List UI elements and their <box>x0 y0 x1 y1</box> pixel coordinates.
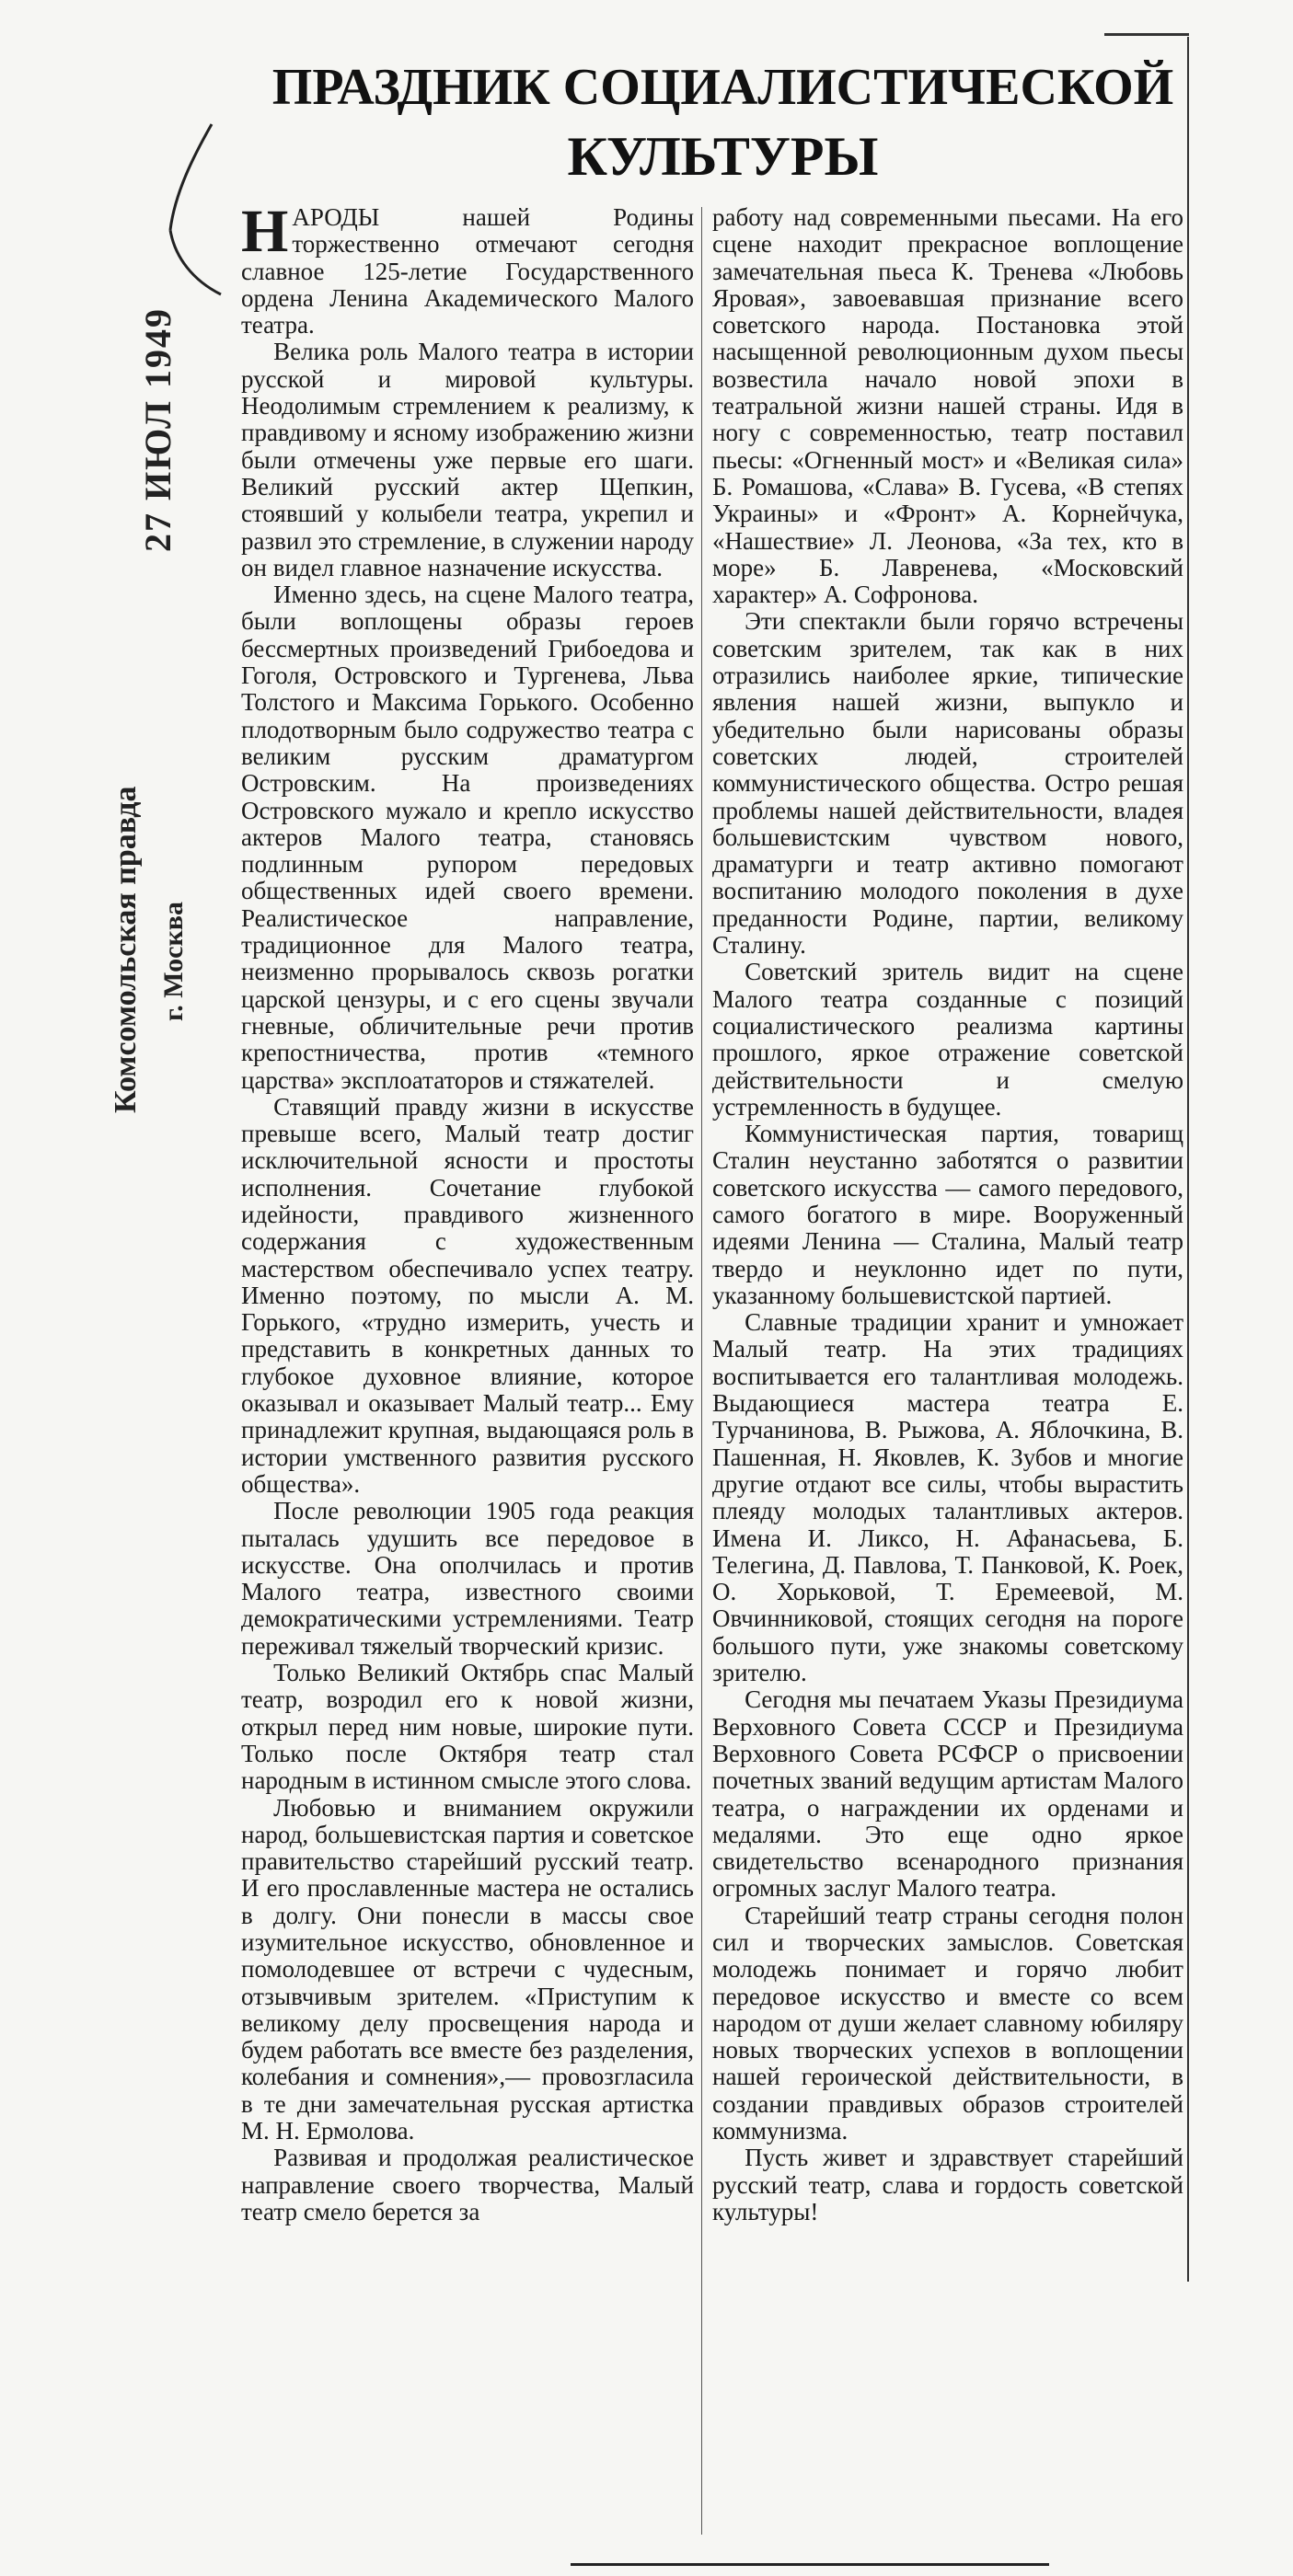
article-right-column <box>712 204 1183 2225</box>
article-paragraph: работу над современными пьесами. На его сцене находит прекрасное воплощение замечательная пьеса К. Тренева «Любовь Яровая», завоевавшая признание всего советского народа. Постановка этой насыщенной революционным духом пьесы возвестила начало новой эпохи в театральной жизни нашей страны. Идя в ногу с современностью, театр поставил пьесы: «Огненный мост» и «Великая сила» Б. Ромашова, «Слава» В. Гусева, «В степях Украины» и «Фронт» А. Корнейчука, «Нашествие» Л. Леонова, «За тех, кто в море» Б. Лавренева, «Московский характер» А. Софронова. <box>712 203 1183 609</box>
article-paragraph: Старейший театр страны сегодня полон сил и творческих замыслов. Советская молодежь понимает и горячо любит передовое искусство и вместе со всем народом от души желает славному юбиляру новых творческих успехов в воплощении нашей героической действительности, в создании правдивых образов строителей коммунизма. <box>712 1901 1183 2145</box>
article-paragraph: Ставящий правду жизни в искусстве превыше всего, Малый театр достиг исключительной ясности и простоты исполнения. Сочетание глубокой идейности, правдивого жизненного содержания с художественным мастерством обеспечивало успех театру. Именно поэтому, по мысли А. М. Горького, «трудно измерить, учесть и представить в конкретных данных то глубокое духовное влияние, которое оказывал и оказывает Малый театр... Ему принадлежит крупная, выдающаяся роль в истории умственного развития русского общества». <box>241 1092 694 1498</box>
headline-line-1: ПРАЗДНИК СОЦИАЛИСТИЧЕСКОЙ <box>271 59 1174 116</box>
paragraph-text: АРОДЫ нашей Родины торжественно отмечают сегодня славное 125-летие Государственного ордена Ленина Академического Малого театра. <box>241 203 694 339</box>
article-paragraph: Любовью и вниманием окружили народ, большевистская партия и советское правительство старейший русский театр. И его прославленные мастера не остались в долгу. Они понесли в массы свое изумительное искусство, обновленное и помолодевшее от встречи с чудесным, отзывчивым зрителем. «Приступим к великому делу просвещения народа и будем работать все вместе без разделения, колебания и сомнения»,— провозгласила в те дни замечательная русская артистка М. Н. Ермолова. <box>241 1793 694 2145</box>
date-stamp: 27 ИЮЛ 1949 <box>137 307 179 552</box>
article-paragraph: Только Великий Октябрь спас Малый театр, возродил его к новой жизни, открыл перед ним новые, широкие пути. Только после Октября театр стал народным в истинном смысле этого слова. <box>241 1659 694 1795</box>
bottom-rule <box>571 2563 1049 2566</box>
article-paragraph: Сегодня мы печатаем Указы Президиума Верховного Совета СССР и Президиума Верховного Совета РСФСР о присвоении почетных званий ведущим артистам Малого театра, о награждении их орденами и медалями. Это еще одно яркое свидетельство всенародного признания огромных заслуг Малого театра. <box>712 1685 1183 1903</box>
frame-top-rule <box>1104 33 1189 36</box>
column-divider <box>701 207 702 2535</box>
headline-line-2: КУЛЬТУРЫ <box>567 126 879 187</box>
article-paragraph: После революции 1905 года реакция пыталась удушить все передовое в искусстве. Она ополчилась и против Малого театра, известного своими демократическими устремлениями. Театр переживал тяжелый творческий кризис. <box>241 1497 694 1660</box>
handwritten-mark-icon <box>156 120 239 304</box>
newspaper-stamp: Комсомольская правда <box>109 786 143 1113</box>
article-paragraph: Именно здесь, на сцене Малого театра, были воплощены образы героев бессмертных произведений Грибоедова и Гоголя, Островского и Тургенева, Льва Толстого и Максима Горького. Особенно плодотворным было содружество театра с великим русским драматургом Островским. На произведениях Островского мужало и крепло искусство актеров Малого театра, становясь подлинным рупором передовых общественных идей своего времени. Реалистическое направление, традиционное для Малого театра, неизменно прорывалось сквозь рогатки царской цензуры, и с его сцены звучали гневные, обличительные речи против крепостничества, против «темного царства» эксплоататоров и стяжателей. <box>241 581 694 1094</box>
article-paragraph: Советский зритель видит на сцене Малого театра созданные с позиций социалистического реализма картины прошлого, яркое отражение советской действительности и смелую устремленность в будущее. <box>712 958 1183 1121</box>
article-paragraph <box>241 198 694 339</box>
article-paragraph: Развивая и продолжая реалистическое направление своего творчества, Малый театр смело берется за <box>241 2144 694 2225</box>
article-paragraph: Славные традиции хранит и умножает Малый театр. На этих традициях воспитывается его талантливая молодежь. Выдающиеся мастера театра Е. Турчанинова, В. Рыжова, А. Яблочкина, В. Пашенная, Н. Яковлев, К. Зубов и многие другие отдают все силы, чтобы вырастить плеяду молодых талантливых актеров. Имена И. Ликсо, Н. Афанасьева, Б. Телегина, Д. Павлова, Т. Панковой, К. Роек, О. Хорьковой, Т. Еремеевой, М. Овчинниковой, стоящих сегодня на пороге большого пути, уже знакомы советскому зрителю. <box>712 1308 1183 1687</box>
frame-right-rule <box>1187 37 1189 2282</box>
article-paragraph: Коммунистическая партия, товарищ Сталин неустанно заботятся о развитии советского искусства — самого передового, самого богатого в мире. Вооруженный идеями Ленина — Сталина, Малый театр твердо и неуклонно идет по пути, указанному большевистской партией. <box>712 1120 1183 1309</box>
article-paragraph: Пусть живет и здравствует старейший русский театр, слава и гордость советской культуры! <box>712 2144 1183 2225</box>
article-left-column <box>241 198 694 2225</box>
article-paragraph: Эти спектакли были горячо встречены советским зрителем, так как в них отразились наиболее яркие, типические явления нашей жизни, выпукло и убедительно были нарисованы образы советских людей, строителей коммунистического общества. Остро решая проблемы нашей действительности, владея большевистским чувством нового, драматурги и театр активно помогают воспитанию молодого поколения в духе преданности Родине, партии, великому Сталину. <box>712 607 1183 960</box>
city-stamp: г. Москва <box>158 902 189 1021</box>
article-paragraph: Велика роль Малого театра в истории русской и мировой культуры. Неодолимым стремлением к реализму, к правдивому и ясному изображению жизни были отмечены уже первые его шаги. Великий русский актер Щепкин, стоявший у колыбели театра, укрепил и развил это стремление, в служении народу он видел главное назначение искусства. <box>241 338 694 581</box>
drop-cap: Н <box>241 198 289 265</box>
